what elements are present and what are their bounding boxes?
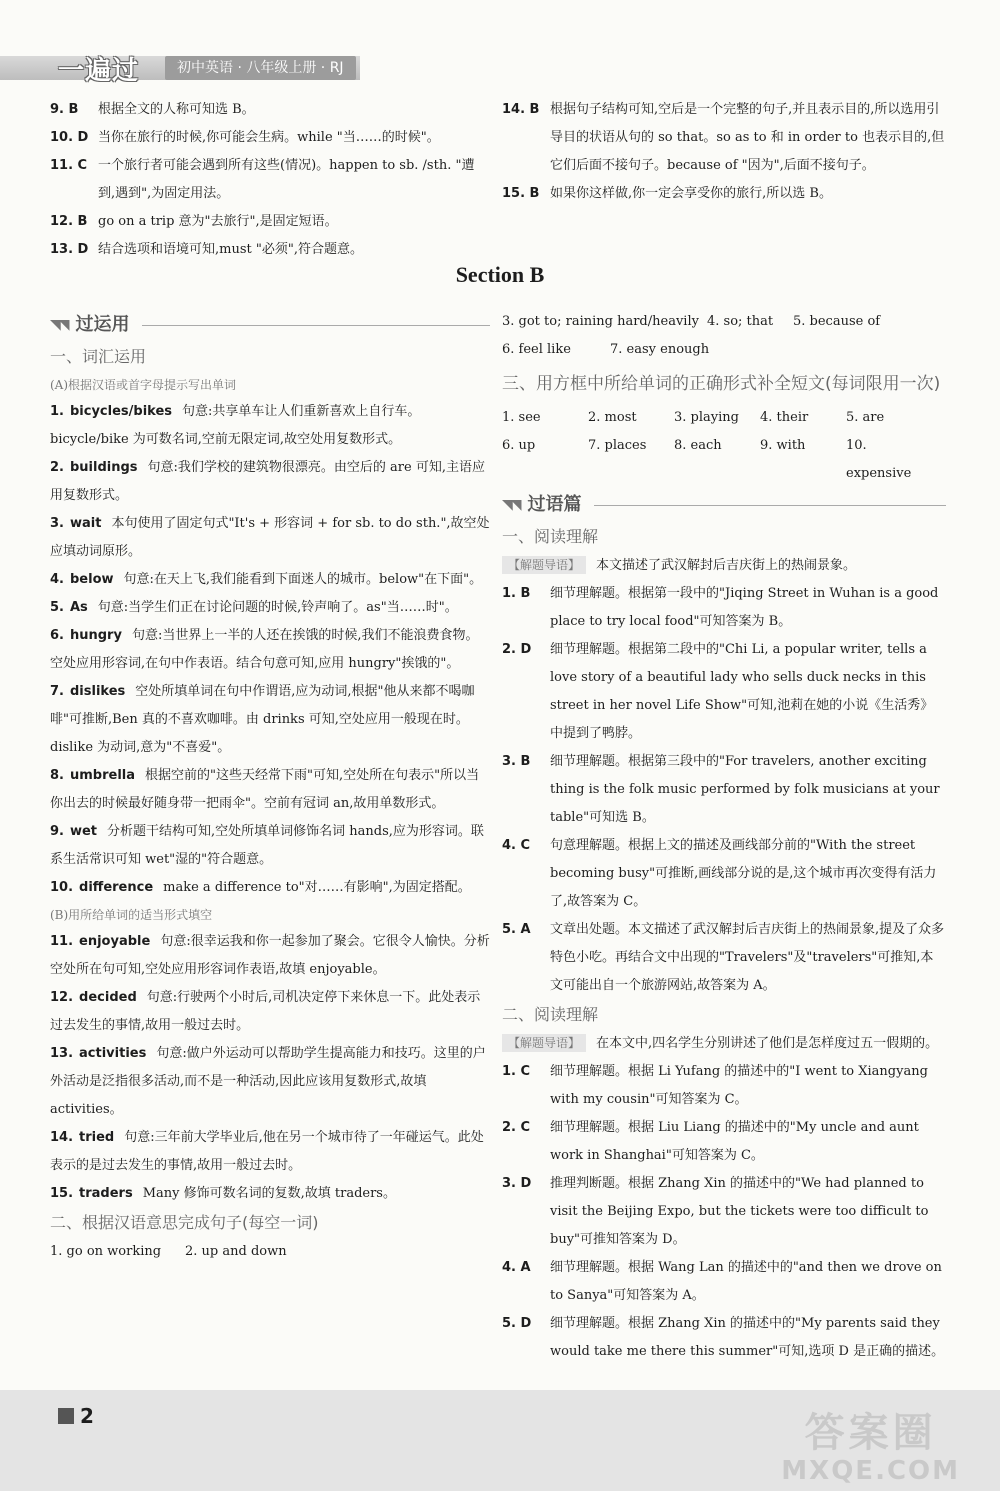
answer-number: 9. B: [50, 102, 79, 117]
answer-explanation: 本句使用了固定句式"It's + 形容词 + for sb. to do sth.",故空处应填动词原形。: [50, 516, 490, 559]
sentence-answer: 7. easy enough: [610, 342, 710, 357]
answer-item: [502, 832, 946, 916]
subsection-vocab: 一、词汇运用: [50, 347, 147, 366]
answer-word: difference: [79, 880, 154, 895]
answer-item: [50, 208, 490, 236]
sentence-answer: 1. go on working: [50, 1244, 162, 1259]
word-answer: 2. most: [588, 410, 637, 425]
sentence-answer: 5. because of: [793, 314, 881, 329]
answer-explanation: 句意:做户外运动可以帮助学生提高能力和技巧。这里的户外活动是泛指很多活动,而不是一种活动,因此应该用复数形式,故填 activities。: [50, 1046, 486, 1117]
answer-item: [502, 1310, 946, 1366]
answer-word: As: [69, 600, 88, 615]
answer-explanation: 句意:很幸运我和你一起参加了聚会。它很令人愉快。分析空处所在句可知,空处应用形容词作表语,故填 enjoyable。: [50, 934, 490, 977]
answer-explanation: make a difference to"对……有影响",为固定搭配。: [163, 880, 471, 895]
word-answer: 7. places: [588, 438, 647, 453]
answer-number: 7.: [50, 684, 64, 699]
answer-item: [50, 124, 490, 152]
answer-number: 5. D: [502, 1316, 532, 1331]
answer-explanation: 文章出处题。本文描述了武汉解封后吉庆街上的热闹景象,提及了众多特色小吃。再结合文中出现的"Travelers"及"travelers"可推知,本文可能出自一个旅游网站,故答案为 A。: [550, 922, 945, 993]
answer-item: [502, 1058, 946, 1114]
watermark-title: 答案圈: [804, 1410, 937, 1456]
sentence-answer: 2. up and down: [185, 1244, 287, 1259]
guide-tag: 【解题导语】: [502, 1034, 586, 1052]
answer-number: 15.: [50, 1186, 74, 1201]
guide-tag: 【解题导语】: [502, 556, 586, 574]
answer-item: [50, 1180, 490, 1208]
answer-word: umbrella: [69, 768, 136, 783]
watermark-url: MXQE.COM: [781, 1456, 960, 1486]
answer-number: 11. C: [50, 158, 88, 173]
subsection-a: (A)根据汉语或首字母提示写出单词: [50, 378, 237, 392]
answer-number: 4. C: [502, 838, 531, 853]
answer-explanation: 根据空前的"这些天经常下雨"可知,空处所在句表示"所以当你出去的时候最好随身带一把雨伞"。空前有冠词 an,故用单数形式。: [50, 768, 480, 811]
answer-item: [50, 594, 490, 622]
sentence-answers-cont: [502, 308, 946, 364]
subsection-passage-fill: 三、用方框中所给单词的正确形式补全短文(每词限用一次): [502, 374, 941, 394]
section-title: Section B: [455, 262, 545, 287]
answer-word: hungry: [69, 628, 122, 643]
word-answer: 10. expensive: [846, 438, 912, 481]
answer-item: [50, 678, 490, 762]
answer-number: 13.: [50, 1046, 74, 1061]
answer-number: 13. D: [50, 242, 89, 257]
sentence-answer: 6. feel like: [502, 342, 571, 357]
answer-number: 11.: [50, 934, 74, 949]
answer-explanation: 分析题干结构可知,空处所填单词修饰名词 hands,应为形容词。联系生活常识可知 wet"湿的"符合题意。: [50, 824, 484, 867]
word-answer: 6. up: [502, 438, 536, 453]
answer-word: tried: [79, 1130, 115, 1145]
answer-number: 12.: [50, 990, 74, 1005]
answer-item: [50, 1124, 490, 1180]
answer-explanation: 细节理解题。根据第二段中的"Chi Li, a popular writer, tells a love story of a beautiful lady who sells duck necks in this street in her novel Life Show"可知,池莉在她的小说《生活秀》中提到了鸭脖。: [550, 642, 934, 741]
part-mark-icon: ◥◥: [50, 317, 68, 333]
word-answer: 1. see: [502, 410, 541, 425]
sentence-answer: 3. got to; raining hard/heavily: [502, 314, 699, 329]
answer-number: 8.: [50, 768, 64, 783]
answer-item: [502, 180, 946, 208]
word-answer: 3. playing: [674, 410, 739, 425]
answer-word: wet: [69, 824, 98, 839]
answer-explanation: 一个旅行者可能会遇到所有这些(情况)。happen to sb. /sth. "遭到,遇到",为固定用法。: [98, 158, 475, 201]
answer-word: wait: [69, 516, 102, 531]
answer-word: dislikes: [69, 684, 126, 699]
answer-item: [50, 1040, 490, 1124]
word-grid: [502, 404, 946, 488]
subsection-reading-1: 一、阅读理解: [502, 527, 599, 546]
answer-explanation: 如果你这样做,你一定会享受你的旅行,所以选 B。: [550, 186, 832, 201]
subsection-reading-2: 二、阅读理解: [502, 1005, 599, 1024]
answer-explanation: 空处所填单词在句中作谓语,应为动词,根据"他从来都不喝咖啡"可推断,Ben 真的不喜欢咖啡。由 drinks 可知,空处应用一般现在时。dislike 为动词,意为"不喜爱"。: [50, 684, 475, 755]
right-column: [502, 308, 946, 1366]
answer-explanation: 句意:共享单车让人们重新喜欢上自行车。bicycle/bike 为可数名词,空前无限定词,故空处用复数形式。: [50, 404, 421, 447]
answer-number: 2. C: [502, 1120, 531, 1135]
answer-explanation: 结合选项和语境可知,must "必须",符合题意。: [98, 242, 363, 257]
answer-explanation: 句意:我们学校的建筑物很漂亮。由空后的 are 可知,主语应用复数形式。: [50, 460, 485, 503]
answer-word: buildings: [69, 460, 138, 475]
answer-explanation: 句意理解题。根据上文的描述及画线部分前的"With the street becoming busy"可推断,画线部分说的是,这个城市再次变得有活力了,故答案为 C。: [550, 838, 937, 909]
answer-explanation: 推理判断题。根据 Zhang Xin 的描述中的"We had planned to visit the Beijing Expo, but the tickets were too difficult to buy"可推知答案为 D。: [550, 1176, 929, 1247]
sentence-answer: 4. so; that: [707, 314, 774, 329]
answer-item: [502, 748, 946, 832]
guide-1: 【解题导语】 本文描述了武汉解封后吉庆街上的热闹景象。: [502, 552, 946, 580]
answer-number: 5.: [50, 600, 64, 615]
answer-item: [50, 510, 490, 566]
page-header: [0, 50, 1000, 86]
part-title-usage: ◥◥ 过运用: [50, 308, 490, 342]
answer-number: 4.: [50, 572, 64, 587]
answer-item: [50, 152, 490, 208]
answer-explanation: Many 修饰可数名词的复数,故填 traders。: [142, 1186, 396, 1201]
answer-word: activities: [79, 1046, 147, 1061]
answer-item: [50, 818, 490, 874]
left-column: [50, 308, 490, 1266]
part-mark-icon: ◥◥: [502, 497, 520, 513]
top-left-answers: [50, 96, 490, 264]
answer-explanation: go on a trip 意为"去旅行",是固定短语。: [98, 214, 338, 229]
answer-word: bicycles/bikes: [69, 404, 173, 419]
answer-item: [502, 580, 946, 636]
answer-item: [50, 984, 490, 1040]
answer-explanation: 细节理解题。根据 Wang Lan 的描述中的"and then we drove on to Sanya"可知答案为 A。: [550, 1260, 942, 1303]
answer-number: 10. D: [50, 130, 89, 145]
answer-explanation: 句意:当学生们正在讨论问题的时候,铃声响了。as"当……时"。: [97, 600, 458, 615]
answer-explanation: 句意:在天上飞,我们能看到下面迷人的城市。below"在下面"。: [123, 572, 483, 587]
answer-explanation: 句意:当世界上一半的人还在挨饿的时候,我们不能浪费食物。空处应用形容词,在句中作表语。结合句意可知,应用 hungry"挨饿的"。: [50, 628, 479, 671]
answer-item: [50, 236, 490, 264]
answer-explanation: 当你在旅行的时候,你可能会生病。while "当……的时候"。: [98, 130, 440, 145]
answer-item: [50, 762, 490, 818]
answer-number: 1. B: [502, 586, 531, 601]
answer-number: 3. B: [502, 754, 531, 769]
answer-explanation: 句意:行驶两个小时后,司机决定停下来休息一下。此处表示过去发生的事情,故用一般过去时。: [50, 990, 481, 1033]
answer-word: decided: [79, 990, 137, 1005]
word-answer: 5. are: [846, 410, 885, 425]
answer-number: 3. D: [502, 1176, 532, 1191]
word-answer: 4. their: [760, 410, 809, 425]
answer-number: 14.: [50, 1130, 74, 1145]
subsection-b: (B)用所给单词的适当形式填空: [50, 908, 213, 922]
answer-item: [50, 96, 490, 124]
answer-number: 1.: [50, 404, 64, 419]
word-answer: 9. with: [760, 438, 806, 453]
answer-number: 4. A: [502, 1260, 531, 1275]
answer-explanation: 细节理解题。根据第一段中的"Jiqing Street in Wuhan is a good place to try local food"可知答案为 B。: [550, 586, 939, 629]
answer-item: [50, 398, 490, 454]
part-title-reading: ◥◥ 过语篇: [502, 488, 946, 522]
answer-word: below: [69, 572, 114, 587]
answer-number: 14. B: [502, 102, 540, 117]
answer-item: [502, 636, 946, 748]
answer-number: 5. A: [502, 922, 531, 937]
answer-word: enjoyable: [79, 934, 151, 949]
subsection-sentences: 二、根据汉语意思完成句子(每空一词): [50, 1213, 319, 1232]
answer-item: [50, 622, 490, 678]
answer-item: [50, 566, 490, 594]
answer-explanation: 根据全文的人称可知选 B。: [98, 102, 255, 117]
sentence-answers: [50, 1238, 490, 1266]
answer-number: 6.: [50, 628, 64, 643]
answer-explanation: 细节理解题。根据 Li Yufang 的描述中的"I went to Xiangyang with my cousin"可知答案为 C。: [550, 1064, 928, 1107]
series-logo: 一遍过: [58, 56, 140, 86]
answer-number: 2. D: [502, 642, 532, 657]
answer-explanation: 根据句子结构可知,空后是一个完整的句子,并且表示目的,所以选用引导目的状语从句的 so that。so as to 和 in order to 也表示目的,但它们后面不接句子。because of "因为",后面不接句子。: [550, 102, 945, 173]
answer-explanation: 细节理解题。根据 Zhang Xin 的描述中的"My parents said they would take me there this summer"可知,选项 D 是正确的描述。: [550, 1316, 945, 1359]
answer-item: [50, 928, 490, 984]
answer-item: [502, 1170, 946, 1254]
word-answer: 8. each: [674, 438, 722, 453]
answer-number: 15. B: [502, 186, 540, 201]
answer-item: [502, 1254, 946, 1310]
top-right-answers: [502, 96, 946, 208]
answer-number: 10.: [50, 880, 74, 895]
answer-explanation: 句意:三年前大学毕业后,他在另一个城市待了一年碰运气。此处表示的是过去发生的事情,故用一般过去时。: [50, 1130, 484, 1173]
book-label: 初中英语 · 八年级上册 · RJ: [165, 56, 356, 80]
page-marker-icon: [58, 1408, 74, 1424]
answer-item: [50, 454, 490, 510]
answer-number: 3.: [50, 516, 64, 531]
answer-number: 2.: [50, 460, 64, 475]
answer-number: 12. B: [50, 214, 88, 229]
guide-2: 【解题导语】 在本文中,四名学生分别讲述了他们是怎样度过五一假期的。: [502, 1030, 946, 1058]
page-number: 2: [58, 1404, 94, 1428]
answer-explanation: 细节理解题。根据第三段中的"For travelers, another exciting thing is the folk music performed by folk musicians at your table"可知选 B。: [550, 754, 940, 825]
watermark: [781, 1410, 960, 1486]
answer-word: traders: [79, 1186, 133, 1201]
answer-number: 9.: [50, 824, 64, 839]
answer-number: 1. C: [502, 1064, 531, 1079]
answer-item: [502, 96, 946, 180]
answer-item: [50, 874, 490, 902]
answer-item: [502, 916, 946, 1000]
answer-item: [502, 1114, 946, 1170]
answer-explanation: 细节理解题。根据 Liu Liang 的描述中的"My uncle and aunt work in Shanghai"可知答案为 C。: [550, 1120, 919, 1163]
